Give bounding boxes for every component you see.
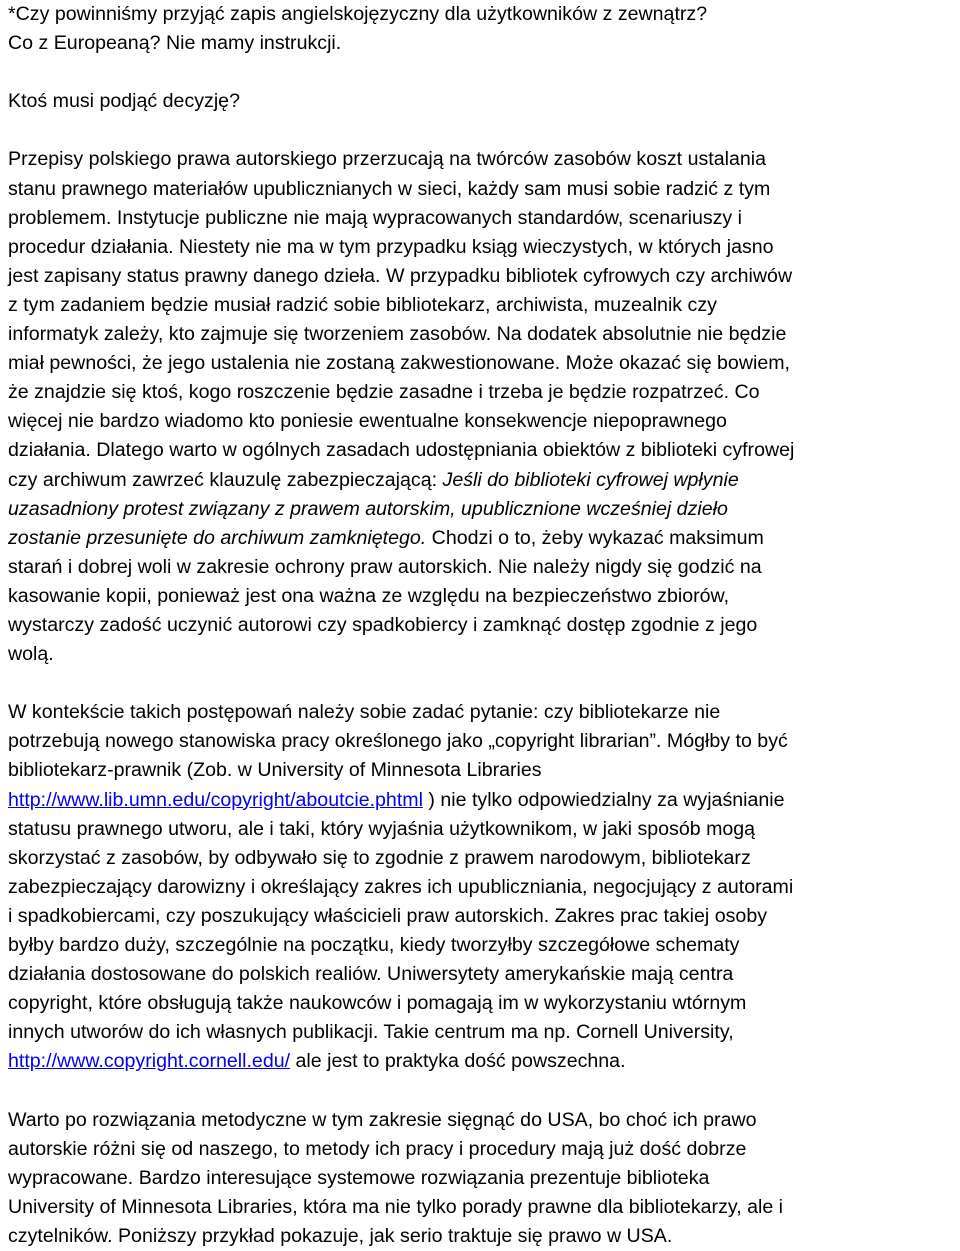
text-run: Chodzi o to, żeby wykazać maksimum bbox=[426, 526, 764, 549]
text-line: zabezpieczający darowizny i określający zakres ich upubliczniania, negocjujący z autorami bbox=[8, 875, 794, 898]
spacer bbox=[8, 1076, 960, 1105]
text-line: copyright, które obsługują także naukowców i pomagają im w wykorzystaniu wtórnym bbox=[8, 992, 747, 1015]
text-line: wypracowane. Bardzo interesujące systemowe rozwiązania prezentuje biblioteka bbox=[8, 1166, 710, 1189]
text-line bbox=[8, 524, 960, 553]
text-line: problemem. Instytucje publiczne nie mają wypracowanych standardów, scenariuszy i bbox=[8, 206, 743, 229]
text-line: starań i dobrej woli w zakresie ochrony praw autorskich. Nie należy nigdy się godzić na bbox=[8, 555, 762, 578]
text-line: bibliotekarz-prawnik (Zob. w University of Minnesota Libraries bbox=[8, 759, 542, 782]
text-line: jest zapisany status prawny danego dzieła. W przypadku bibliotek cyfrowych czy archiwów bbox=[8, 264, 793, 287]
italic-clause: Jeśli do biblioteki cyfrowej wpłynie bbox=[442, 468, 739, 491]
paragraph-1 bbox=[8, 145, 960, 669]
text-line: informatyk zależy, kto zajmuje się tworzeniem zasobów. Na dodatek absolutnie nie będzie bbox=[8, 323, 787, 346]
text-line: działania. Dlatego warto w ogólnych zasadach udostępniania obiektów z biblioteki cyfrowej bbox=[8, 439, 795, 462]
text-run: ale jest to praktyka dość powszechna. bbox=[290, 1050, 626, 1073]
text-line: statusu prawnego utworu, ale i taki, który wyjaśnia użytkownikom, w jaki sposób mogą bbox=[8, 817, 756, 840]
paragraph-3 bbox=[8, 1106, 960, 1251]
text-line: więcej nie bardzo wiadomo kto poniesie ewentualne konsekwencje niepoprawnego bbox=[8, 410, 727, 433]
intro-line-1: *Czy powinniśmy przyjąć zapis angielskojęzyczny dla użytkowników z zewnątrz? bbox=[8, 3, 708, 25]
spacer bbox=[8, 669, 960, 698]
text-line: W kontekście takich postępowań należy sobie zadać pytanie: czy bibliotekarze nie bbox=[8, 701, 721, 724]
text-line: potrzebują nowego stanowiska pracy określonego jako „copyright librarian”. Mógłby to być bbox=[8, 730, 788, 753]
text-line: że znajdzie się ktoś, kogo roszczenie będzie zasadne i trzeba je będzie rozpatrzeć. Co bbox=[8, 381, 760, 404]
text-line: autorskie różni się od naszego, to metody ich pracy i procedury mają już dość dobrze bbox=[8, 1137, 747, 1160]
spacer bbox=[8, 116, 960, 145]
intro-line-2: Co z Europeaną? Nie mamy instrukcji. bbox=[8, 32, 342, 55]
text-line bbox=[8, 466, 960, 495]
text-line: miał pewności, że jego ustalenia nie zostaną zakwestionowane. Może okazać się bowiem, bbox=[8, 352, 790, 375]
text-line: stanu prawnego materiałów upublicznianych w sieci, każdy sam musi sobie radzić z tym bbox=[8, 177, 771, 200]
paragraph-2 bbox=[8, 698, 960, 1076]
cornell-copyright-link[interactable]: http://www.copyright.cornell.edu/ bbox=[8, 1050, 291, 1073]
text-line: byłby bardzo duży, szczególnie na początku, kiedy tworzyłby szczegółowe schematy bbox=[8, 934, 740, 956]
text-line: skorzystać z zasobów, by odbywało się to zgodnie z prawem narodowym, bibliotekarz bbox=[8, 846, 751, 869]
text-line: University of Minnesota Libraries, która ma nie tylko porady prawne dla bibliotekarzy, ale i bbox=[8, 1195, 784, 1218]
text-line: innych utworów do ich własnych publikacji. Takie centrum ma np. Cornell University, bbox=[8, 1021, 734, 1044]
text-line: i spadkobiercami, czy poszukujący właścicieli praw autorskich. Zakres prac takiej osoby bbox=[8, 904, 768, 927]
text-run: czy archiwum zawrzeć klauzulę zabezpieczającą: bbox=[8, 468, 443, 491]
text-line: działania dostosowane do polskich realiów. Uniwersytety amerykańskie mają centra bbox=[8, 963, 734, 986]
text-line: z tym zadaniem będzie musiał radzić sobie bibliotekarz, archiwista, muzealnik czy bbox=[8, 293, 717, 316]
section-heading: Ktoś musi podjąć decyzję? bbox=[8, 90, 240, 113]
text-line: procedur działania. Niestety nie ma w tym przypadku ksiąg wieczystych, w których jasno bbox=[8, 235, 774, 258]
italic-clause: zostanie przesunięte do archiwum zamkniętego. bbox=[8, 526, 427, 549]
text-line bbox=[8, 786, 960, 815]
text-line: Warto po rozwiązania metodyczne w tym zakresie sięgnąć do USA, bo choć ich prawo bbox=[8, 1108, 757, 1131]
spacer bbox=[8, 58, 960, 87]
text-line bbox=[8, 1047, 960, 1076]
text-line: Przepisy polskiego prawa autorskiego przerzucają na twórców zasobów koszt ustalania bbox=[8, 148, 767, 171]
umn-copyright-link[interactable]: http://www.lib.umn.edu/copyright/aboutcie.phtml bbox=[8, 788, 423, 811]
italic-clause: uzasadniony protest związany z prawem autorskim, upublicznione wcześniej dzieło bbox=[8, 497, 728, 520]
text-run: ) nie tylko odpowiedzialny za wyjaśnianie bbox=[422, 788, 785, 811]
text-line: kasowanie kopii, ponieważ jest ona ważna ze względu na bezpieczeństwo zbiorów, bbox=[8, 584, 730, 607]
text-line: czytelników. Poniższy przykład pokazuje, jak serio traktuje się prawo w USA. bbox=[8, 1224, 673, 1247]
text-line: wystarczy zadość uczynić autorowi czy spadkobiercy i zamknąć dostęp zgodnie z jego bbox=[8, 613, 758, 636]
text-line: wolą. bbox=[8, 643, 54, 666]
document-page bbox=[8, 0, 960, 1251]
